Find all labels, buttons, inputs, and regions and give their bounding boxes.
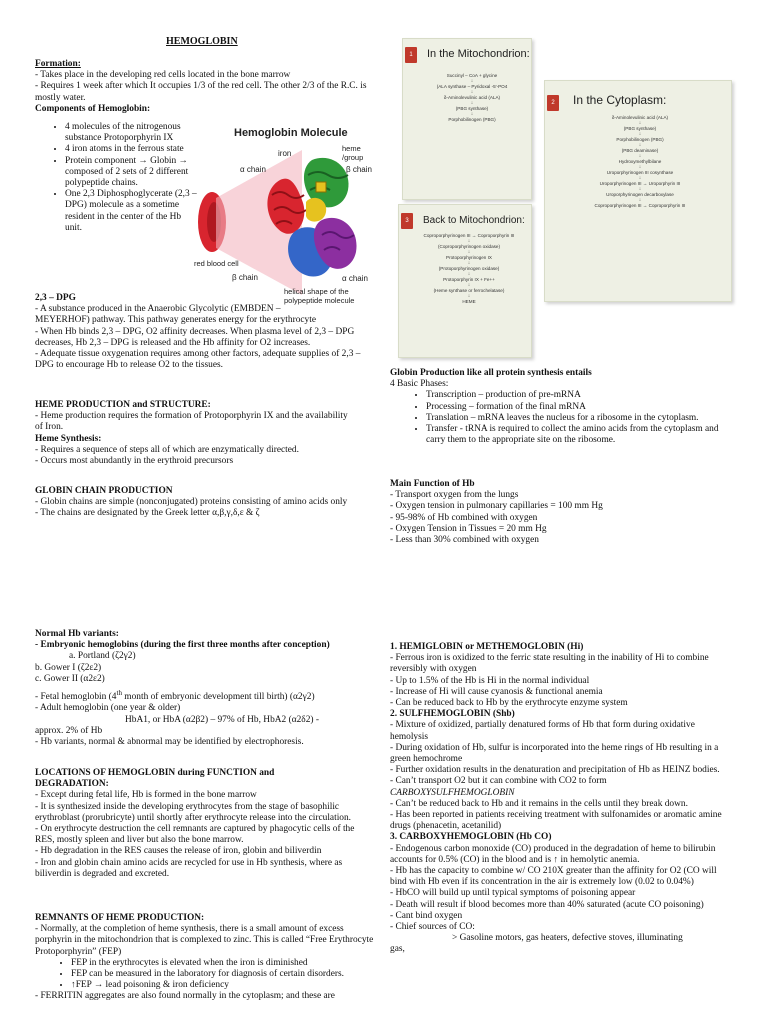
pathway-step: Porphobilinogen (PBG) bbox=[448, 117, 496, 122]
locations-line: - On erythrocyte destruction the cell remnants are captured by phagocytic cells of the RES, mostly spleen and liver but also the bone marrow. bbox=[35, 824, 355, 846]
pathway-step: Porphobilinogen (PBG) bbox=[616, 137, 664, 142]
helical-label-2: polypeptide molecule bbox=[284, 296, 355, 305]
globin-production-section bbox=[390, 368, 740, 446]
pathway-arrow: ↓ bbox=[638, 197, 642, 203]
pathway-step: Hydroxymethylbilane bbox=[618, 159, 662, 164]
pathway-arrow: ↓ bbox=[467, 293, 471, 299]
dpg-line: - A substance produced in the Anaerobic Glycolytic (EMBDEN – MEYERHOF) pathway. This pathway generates energy for the erythrocyte bbox=[35, 304, 316, 326]
alpha-chain-label: α chain bbox=[240, 165, 266, 174]
globin-chain-heading: GLOBIN CHAIN PRODUCTION bbox=[35, 486, 173, 496]
pathway-step: Coproporphyrinogen III → Coproporphyrin III bbox=[423, 233, 515, 238]
dpg-line: - When Hb binds 2,3 – DPG, O2 affinity decreases. When plasma level of 2,3 – DPG decreases, Hb 2,3 – DPG is released and the Hb affinity for O2 increases. bbox=[35, 326, 355, 348]
sulf-line: - Further oxidation results in the denaturation and precipitation of Hb as HEINZ bodies. bbox=[390, 765, 720, 776]
carboxy-line: - Endogenous carbon monoxide (CO) produced in the degradation of heme to bilirubin accounts for 0.5% (CO) in the blood and is ↑ in hemolytic anemia. bbox=[390, 843, 716, 865]
heme-production-section bbox=[35, 400, 355, 467]
globin-chain-line: - Globin chains are simple (nonconjugated) proteins consisting of amino acids only bbox=[35, 497, 348, 508]
pathway-step: (Heme synthase or ferrochelatase) bbox=[433, 288, 505, 293]
hemoglobin-molecule-svg bbox=[192, 120, 378, 310]
hemiglobin-line: - Can be reduced back to Hb by the erythrocyte enzyme system bbox=[390, 698, 628, 709]
pathway-step: Uroporphyrinogen III cosynthase bbox=[606, 170, 674, 175]
fep-item: • FEP can be measured in the laboratory for diagnosis of certain disorders. bbox=[71, 969, 377, 980]
pathway-arrow: ↓ bbox=[638, 120, 642, 126]
cytoplasm-title: In the Cytoplasm: bbox=[573, 93, 667, 107]
formation-section bbox=[35, 59, 370, 115]
globin-production-intro: 4 Basic Phases: bbox=[390, 379, 449, 390]
pathway-step: Uroporphyrinogen decarboxylase bbox=[606, 192, 674, 197]
pathway-step: (ALA synthase – Pyridoxal -5'-PO4 bbox=[436, 84, 508, 89]
hemiglobin-line: - Up to 1.5% of the Hb is Hi in the normal individual bbox=[390, 675, 590, 686]
mitochondrion-steps bbox=[417, 73, 527, 123]
pathway-step: (PBG synthase) bbox=[455, 106, 489, 111]
sulf-line: - Can’t be reduced back to Hb and it remains in the cells until they break down. bbox=[390, 798, 688, 809]
gower1-line: b. Gower I (ζ2ε2) bbox=[35, 662, 102, 673]
pathway-arrow: ↓ bbox=[638, 153, 642, 159]
component-item: • One 2,3 Diphosphoglycerate (2,3 – DPG) molecule as a sometime resident in the center of the Hb unit. bbox=[65, 189, 197, 234]
carboxysulf-line: CARBOXYSULFHEMOGLOBIN bbox=[390, 787, 515, 798]
mitochondrion-title: In the Mitochondrion: bbox=[427, 48, 530, 60]
hemoglobin-molecule-figure bbox=[192, 120, 378, 310]
fep-item: • FEP in the erythrocytes is elevated when the iron is diminished bbox=[71, 958, 377, 969]
sulf-line: - During oxidation of Hb, sulfur is incorporated into the heme rings of Hb resulting in a green hemochrome bbox=[390, 742, 719, 765]
page-title: HEMOGLOBIN bbox=[166, 36, 238, 47]
pathway-step: (PBG synthase) bbox=[623, 126, 657, 131]
locations-line: - It is synthesized inside the developing erythrocytes from the stage of basophilic erythroblast (prorubricyte) until shortly after erythrocyte release into the circulation. bbox=[35, 801, 352, 823]
heme-synthesis-line: - Requires a sequence of steps all of which are enzymatically directed. bbox=[35, 444, 299, 455]
pathway-step: HEME bbox=[462, 299, 476, 304]
phase-item: • Transfer - tRNA is required to collect the amino acids from the cytoplasm and carry them to the appropriate site on the ribosome. bbox=[426, 424, 740, 446]
alpha-chain-2-label: α chain bbox=[342, 274, 368, 283]
dpg-heading: 2,3 – DPG bbox=[35, 293, 76, 303]
phase-item: • Transcription – production of pre-mRNA bbox=[426, 390, 740, 401]
fetal-line-post: month of embryonic development till birth) (α2γ2) bbox=[121, 692, 315, 703]
back-to-mitochondrion-panel bbox=[398, 204, 532, 358]
formation-heading: Formation: bbox=[35, 59, 81, 69]
main-function-heading: Main Function of Hb bbox=[390, 479, 475, 489]
formation-line: - Requires 1 week after which It occupies 1/3 of the red cell. The other 2/3 of the R.C. is mostly water. bbox=[35, 81, 367, 103]
beta-chain-label: β chain bbox=[346, 165, 372, 174]
locations-section bbox=[35, 768, 375, 880]
ferritin-line: - FERRITIN aggregates are also found normally in the cytoplasm; and these are bbox=[35, 991, 335, 1002]
carboxy-line: - Cant bind oxygen bbox=[390, 910, 463, 921]
portland-line: a. Portland (ζ2γ2) bbox=[69, 651, 136, 662]
variants-section bbox=[35, 629, 375, 748]
globin-chain-line: - The chains are designated by the Greek letter α,β,γ,δ,ε & ζ bbox=[35, 508, 260, 519]
main-function-line: - Less than 30% combined with oxygen bbox=[390, 535, 539, 546]
pathway-step: Protoporphyrin IX + Fe++ bbox=[443, 277, 495, 282]
components-heading: Components of Hemoglobin: bbox=[35, 103, 151, 114]
hemiglobin-heading: 1. HEMIGLOBIN or METHEMOGLOBIN (Hi) bbox=[390, 642, 584, 652]
locations-line: - Hb degradation in the RES causes the release of iron, globin and biliverdin bbox=[35, 846, 322, 857]
locations-line: - Except during fetal life, Hb is formed in the bone marrow bbox=[35, 790, 257, 801]
pathway-arrow: ↓ bbox=[638, 164, 642, 170]
pathway-arrow: ↓ bbox=[467, 238, 471, 244]
embryonic-line: - Embryonic hemoglobins (during the first three months after conception) bbox=[35, 640, 330, 651]
pathway-step: (Coproporphyrinogen oxidase) bbox=[437, 244, 501, 249]
sources-line: > Gasoline motors, gas heaters, defective stoves, illuminating bbox=[452, 933, 683, 944]
gas-line: gas, bbox=[390, 944, 405, 955]
pathway-step: δ-Aminolevulinic acid (ALA) bbox=[611, 115, 669, 120]
main-function-line: - 95-98% of Hb combined with oxygen bbox=[390, 512, 538, 523]
remnants-heading: REMNANTS OF HEME PRODUCTION: bbox=[35, 913, 205, 923]
phase-item: • Processing – formation of the final mRNA bbox=[426, 402, 740, 413]
heme-production-heading: HEME PRODUCTION and STRUCTURE: bbox=[35, 400, 211, 410]
pathway-arrow: ↓ bbox=[470, 78, 474, 84]
back-steps bbox=[411, 233, 527, 305]
component-item: • 4 molecules of the nitrogenous substance Protoporphyrin IX bbox=[65, 122, 197, 144]
main-function-line: - Oxygen tension in pulmonary capillaries = 100 mm Hg bbox=[390, 501, 603, 512]
dpg-line: - Adequate tissue oxygenation requires among other factors, adequate supplies of 2,3 – DPG to encourage Hb to release O2 to the tissues. bbox=[35, 349, 361, 371]
heme-production-line: - Heme production requires the formation of Protoporphyrin IX and the availability of Iron. bbox=[35, 411, 348, 433]
locations-heading: LOCATIONS OF HEMOGLOBIN during FUNCTION and DEGRADATION: bbox=[35, 768, 275, 790]
heme-synthesis-heading: Heme Synthesis: bbox=[35, 433, 102, 444]
pathway-step: δ-Aminolevulinic acid (ALA) bbox=[443, 95, 501, 100]
fetal-line-pre: - Fetal hemoglobin (4 bbox=[35, 692, 117, 703]
pathway-step: (PBG deaminase) bbox=[621, 148, 659, 153]
sulfhemoglobin-heading: 2. SULFHEMOGLOBIN (Shb) bbox=[390, 709, 515, 720]
step-badge: 1 bbox=[405, 47, 417, 63]
sulf-line: - Can’t transport O2 but it can combine with CO2 to form bbox=[390, 776, 607, 787]
pathway-arrow: ↓ bbox=[470, 100, 474, 106]
fep-item: • ↑FEP → lead poisoning & iron deficiency bbox=[71, 980, 377, 991]
phase-item: • Translation – mRNA leaves the nucleus for a ribosome in the cytoplasm. bbox=[426, 413, 740, 424]
dpg-section bbox=[35, 293, 377, 371]
beta-chain-2-label: β chain bbox=[232, 273, 258, 282]
formation-line: - Takes place in the developing red cells located in the bone marrow bbox=[35, 70, 291, 81]
component-item: • Protein component → Globin → composed of 2 sets of 2 different polypeptide chains. bbox=[65, 156, 197, 190]
red-blood-cell-label: red blood cell bbox=[194, 259, 239, 268]
heme-label: heme bbox=[342, 144, 361, 153]
carboxy-line: - Death will result if blood becomes more than 40% saturated (acute CO poisoning) bbox=[390, 899, 704, 910]
hemiglobin-line: - Ferrous iron is oxidized to the ferric state resulting in the inability of Hi to combine reversibly with oxygen bbox=[390, 653, 709, 675]
pathway-arrow: ↓ bbox=[638, 175, 642, 181]
hba-line: HbA1, or HbA (α2β2) – 97% of Hb, HbA2 (α2δ2) - bbox=[125, 714, 319, 725]
carboxy-line: - HbCO will build up until typical symptoms of poisoning appear bbox=[390, 888, 636, 899]
pathway-arrow: ↓ bbox=[467, 249, 471, 255]
gower2-line: c. Gower II (α2ε2) bbox=[35, 673, 105, 684]
adult-line: - Adult hemoglobin (one year & older) bbox=[35, 703, 181, 714]
pathway-arrow: ↓ bbox=[467, 282, 471, 288]
cytoplasm-steps bbox=[565, 115, 715, 209]
back-to-mitochondrion-title: Back to Mitochondrion: bbox=[423, 215, 525, 226]
pathway-step: Succinyl – CoA + glycine bbox=[446, 73, 498, 78]
pathway-arrow: ↓ bbox=[467, 260, 471, 266]
remnants-section bbox=[35, 913, 377, 1003]
pathway-arrow: ↓ bbox=[470, 111, 474, 117]
hemiglobin-line: - Increase of Hi will cause cyanosis & functional anemia bbox=[390, 686, 603, 697]
fetal-line-sup: th bbox=[116, 689, 122, 698]
approx-line: approx. 2% of Hb bbox=[35, 725, 103, 736]
carboxy-line: - Hb has the capacity to combine w/ CO 210X greater than the affinity for O2 (CO will bind with Hb even if its concentration in the air is extremely low (0.02 to 0.04%) bbox=[390, 866, 717, 888]
cytoplasm-panel bbox=[544, 80, 732, 302]
electrophoresis-line: - Hb variants, normal & abnormal may be identified by electrophoresis. bbox=[35, 736, 304, 747]
heme-synthesis-line: - Occurs most abundantly in the erythroid precursors bbox=[35, 456, 234, 467]
component-item: • 4 iron atoms in the ferrous state bbox=[65, 144, 197, 155]
pathway-step: Protoporphyrinogen IX bbox=[446, 255, 492, 260]
sulf-line: - Mixture of oxidized, partially denatured forms of Hb that form during oxidative hemolysis bbox=[390, 720, 695, 742]
main-function-section bbox=[390, 479, 740, 546]
carboxy-line: - Chief sources of CO: bbox=[390, 922, 475, 933]
abnormal-hb-section bbox=[390, 642, 735, 956]
main-function-line: - Oxygen Tension in Tissues = 20 mm Hg bbox=[390, 523, 547, 534]
pathway-step: (Protoporphyrinogen oxidase) bbox=[438, 266, 500, 271]
figure-title: Hemoglobin Molecule bbox=[234, 127, 348, 139]
fetal-line bbox=[35, 688, 375, 703]
pathway-step: Coproporphyrinogen III → Coproporphyrin III bbox=[594, 203, 686, 208]
remnants-line: - Normally, at the completion of heme synthesis, there is a small amount of excess porphyrin in the mitochondrion that is complexed to zinc. This is called “Free Erythrocyte Protoporphyrin” (FEP) bbox=[35, 924, 374, 957]
pathway-arrow: ↓ bbox=[638, 142, 642, 148]
locations-line: - Iron and globin chain amino acids are recycled for use in Hb synthesis, where as biliverdin is degraded and excreted. bbox=[35, 857, 343, 879]
mitochondrion-panel bbox=[402, 38, 532, 200]
group-label: /group bbox=[342, 153, 364, 162]
main-function-line: - Transport oxygen from the lungs bbox=[390, 490, 519, 501]
pathway-step: Uroporphyrinogen III → Uroporphyrin III bbox=[599, 181, 681, 186]
pathway-arrow: ↓ bbox=[470, 89, 474, 95]
heme-group-square bbox=[316, 182, 326, 192]
components-list bbox=[35, 122, 197, 234]
variants-heading: Normal Hb variants: bbox=[35, 629, 119, 639]
globin-production-heading: Globin Production like all protein synthesis entails bbox=[390, 368, 592, 378]
carboxyhemoglobin-heading: 3. CARBOXYHEMOGLOBIN (Hb CO) bbox=[390, 832, 552, 843]
pathway-arrow: ↓ bbox=[467, 271, 471, 277]
pathway-arrow: ↓ bbox=[638, 131, 642, 137]
iron-label: iron bbox=[278, 149, 292, 158]
helical-label-1: helical shape of the bbox=[284, 287, 349, 296]
sulf-line: - Has been reported in patients receiving treatment with sulfonamides or aromatic amine drugs (phenacetin, acetanilid) bbox=[390, 810, 722, 832]
step-badge: 2 bbox=[547, 95, 559, 111]
step-badge: 3 bbox=[401, 213, 413, 229]
pathway-arrow: ↓ bbox=[638, 186, 642, 192]
globin-chain-section bbox=[35, 486, 365, 520]
